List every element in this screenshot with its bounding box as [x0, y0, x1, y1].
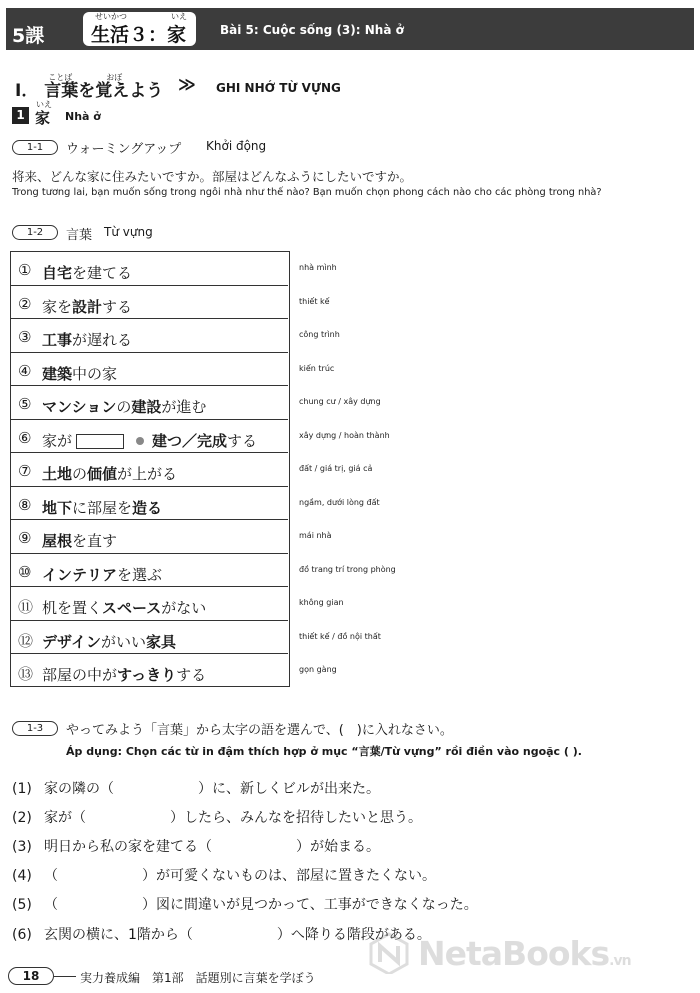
lesson-subtitle: Bài 5: Cuộc sống (3): Nhà ở	[220, 23, 404, 37]
vocab-phrase: 地下に部屋を造る	[42, 498, 163, 517]
section-title-text: 言葉を覚えよう	[44, 81, 164, 101]
lesson-number: 5課	[12, 25, 45, 47]
subsection-ruby: いえ	[36, 100, 52, 109]
lesson-title: 生活３：家	[91, 24, 187, 46]
vocab-row	[11, 353, 288, 387]
section-ruby-2: おぼ	[106, 73, 123, 82]
vocab-translation: gọn gàng	[299, 665, 337, 674]
page-number: 18	[8, 967, 54, 985]
lesson-title-box	[83, 12, 196, 46]
exercise-instruction-jp: やってみよう「言葉」から太字の語を選んで、( )に入れなさい。	[66, 723, 453, 738]
vocab-title-vn: Từ vựng	[104, 225, 153, 239]
exercise-item: (5) （ ）図に間違いが見つかって、工事ができなくなった。	[12, 897, 478, 913]
vocab-phrase: 土地の価値が上がる	[42, 465, 178, 483]
vocab-title-jp: 言葉	[66, 228, 93, 243]
vocab-phrase: インテリアを選ぶ	[42, 565, 163, 584]
section-title	[15, 73, 164, 101]
bullet-icon	[136, 437, 144, 445]
vocab-number: ④	[18, 361, 32, 380]
vocab-row	[11, 252, 288, 286]
vocab-translation: công trình	[299, 330, 340, 339]
vocab-phrase: 家が 建つ／完成する	[42, 431, 258, 450]
vocab-number: ⑤	[18, 395, 32, 413]
vocab-number: ②	[18, 294, 32, 313]
vocab-table	[10, 251, 290, 687]
netabooks-logo-icon	[368, 932, 410, 974]
vocab-row	[11, 487, 288, 521]
vocab-translation: không gian	[299, 598, 344, 607]
vocab-phrase: デザインがいい家具	[42, 632, 176, 651]
vocab-row	[11, 386, 288, 420]
tag-1-2: 1-2	[12, 225, 58, 240]
netabooks-watermark	[368, 930, 688, 980]
double-chevron-icon: ≫	[178, 75, 193, 95]
vocab-phrase: 工事が遅れる	[42, 331, 133, 349]
vocab-row	[11, 286, 288, 320]
vocab-translation: đồ trang trí trong phòng	[299, 564, 396, 574]
vocab-row	[11, 587, 288, 621]
vocab-row	[11, 420, 288, 454]
vocab-translation: chung cư / xây dựng	[299, 397, 381, 406]
vocab-number: ①	[18, 261, 32, 279]
vocab-row	[11, 621, 288, 655]
vocab-translation: thiết kế / đồ nội thất	[299, 631, 381, 641]
vocab-row	[11, 520, 288, 554]
vocab-number: ⑦	[18, 462, 32, 480]
vocab-translation: nhà mình	[299, 263, 337, 272]
exercise-instruction-vn: Áp dụng: Chọn các từ in đậm thích hợp ở mục “言葉/Từ vựng” rồi điền vào ngoặc ( ).	[66, 745, 582, 758]
section-title-jp	[44, 73, 164, 101]
vocab-number: ⑥	[18, 428, 32, 447]
vocab-translation: đất / giá trị, giá cả	[299, 464, 373, 473]
vocab-row	[11, 554, 288, 588]
exercise-item: (4) （ ）が可愛くないものは、部屋に置きたくない。	[12, 868, 436, 884]
blank-box	[76, 434, 124, 449]
vocab-translation: xây dựng / hoàn thành	[299, 430, 390, 440]
vocab-phrase: マンションの建設が進む	[42, 398, 207, 416]
vocab-number: ⑬	[18, 665, 34, 683]
vocab-translation: mái nhà	[299, 531, 332, 540]
section-title-vn: GHI NHỚ TỪ VỰNG	[216, 81, 341, 95]
exercise-item: (3) 明日から私の家を建てる（ ）が始まる。	[12, 839, 380, 855]
vocab-number: ⑩	[18, 562, 32, 581]
tag-1-3: 1-3	[12, 721, 58, 736]
section-numeral: I．	[15, 81, 39, 101]
exercise-item: (6) 玄関の横に、1階から（ ）へ降りる階段がある。	[12, 927, 431, 943]
vocab-row	[11, 453, 288, 487]
vocab-phrase: 机を置くスペースがない	[42, 599, 207, 617]
vocab-phrase: 建築中の家	[42, 364, 118, 383]
tag-1-1: 1-1	[12, 140, 58, 155]
vocab-translation: ngầm, dưới lòng đất	[299, 497, 380, 507]
subsection-number: 1	[12, 107, 29, 124]
vocab-phrase: 部屋の中がすっきりする	[42, 666, 207, 684]
warmup-question-jp: 将来、どんな家に住みたいですか。部屋はどんなふうにしたいですか。	[12, 169, 413, 184]
lesson-header	[6, 8, 694, 50]
watermark-text: NetaBooks.vn	[418, 934, 631, 973]
vocab-number: ⑫	[18, 631, 34, 650]
title-ruby-left: せいかつ	[95, 12, 127, 21]
vocab-row	[11, 319, 288, 353]
vocab-number: ③	[18, 328, 32, 346]
vocab-phrase: 自宅を建てる	[42, 264, 133, 282]
vocab-row	[11, 654, 288, 688]
vocab-translation: kiến trúc	[299, 363, 335, 373]
footer-text: 実力養成編 第1部 話題別に言葉を学ぼう	[80, 971, 316, 985]
subsection-title-jp	[35, 100, 52, 128]
vocab-number: ⑨	[18, 529, 32, 547]
warmup-title-jp: ウォーミングアップ	[66, 142, 182, 157]
vocab-phrase: 屋根を直す	[42, 532, 118, 550]
vocab-number: ⑪	[18, 598, 34, 616]
vocab-number: ⑧	[18, 495, 32, 514]
subsection-title-text: 家	[35, 109, 51, 127]
exercise-item: (2) 家が（ ）したら、みんなを招待したいと思う。	[12, 810, 422, 826]
vocab-phrase: 家を設計する	[42, 297, 133, 316]
exercise-item: (1) 家の隣の（ ）に、新しくビルが出来た。	[12, 781, 380, 797]
title-ruby-right: いえ	[171, 12, 187, 21]
warmup-title-vn: Khởi động	[206, 139, 267, 153]
footer-divider	[54, 976, 76, 977]
warmup-question-vn: Trong tương lai, bạn muốn sống trong ngôi nhà như thế nào? Bạn muốn chọn phong cách nào cho các phòng trong nhà?	[12, 187, 602, 198]
section-ruby-1: ことば	[48, 73, 73, 82]
vocab-translation: thiết kế	[299, 296, 330, 306]
subsection-title-vn: Nhà ở	[65, 110, 101, 123]
